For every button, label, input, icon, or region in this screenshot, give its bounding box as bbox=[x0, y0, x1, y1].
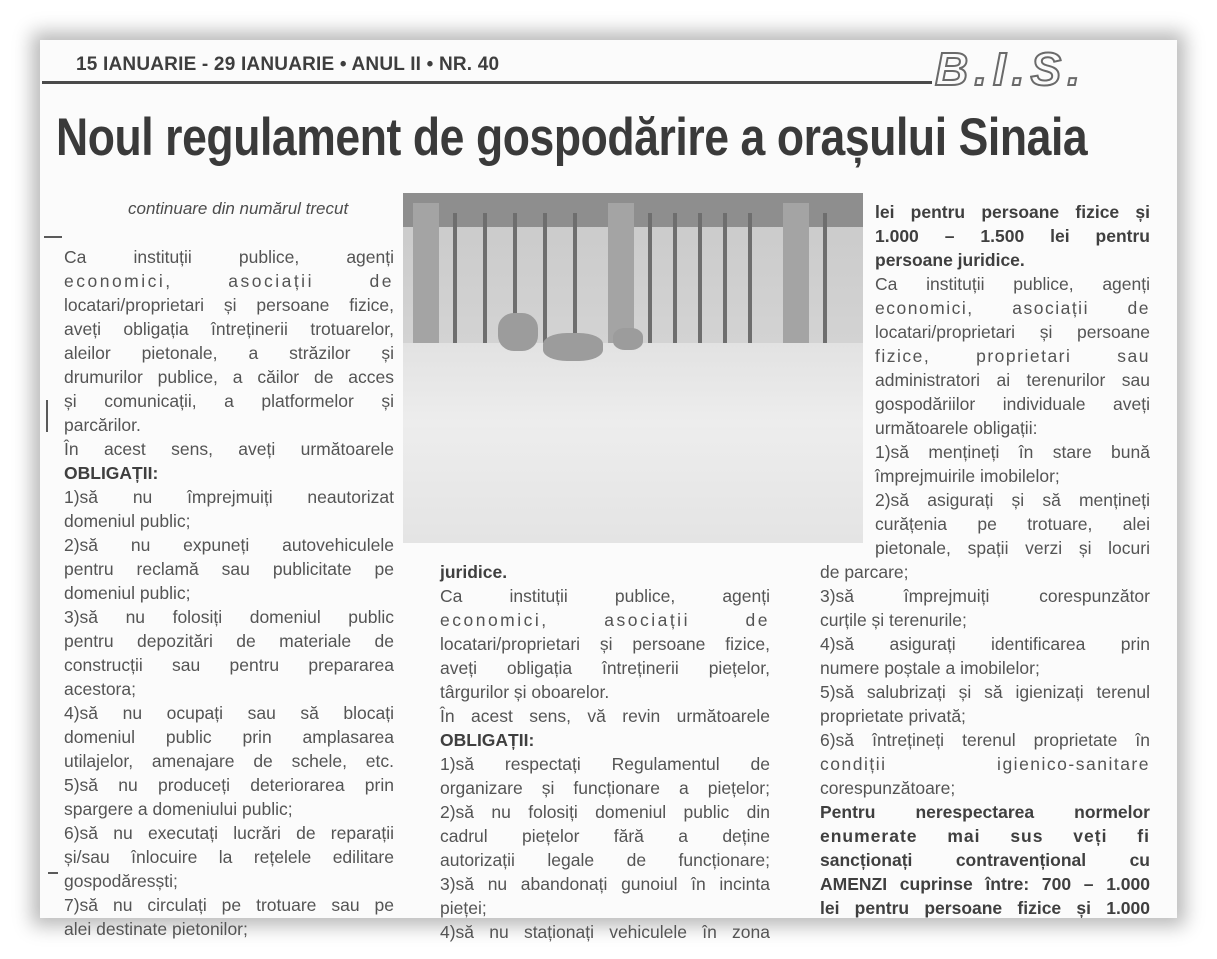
text-line: corespunzătoare; bbox=[820, 778, 956, 798]
column-1 bbox=[64, 245, 394, 941]
obligations-heading: OBLIGAȚII: bbox=[64, 463, 159, 483]
margin-mark bbox=[44, 236, 62, 238]
fine-notice-line: sancționați contravențional cu bbox=[820, 850, 1150, 870]
text-line: aveți obligația întreținerii trotuarelor, bbox=[64, 319, 394, 339]
text-line: construcții sau pentru prepararea bbox=[64, 655, 394, 675]
text-line: 4)să asigurați identificarea prin bbox=[820, 634, 1150, 654]
text-line: Ca instituții publice, agenți bbox=[64, 247, 394, 267]
text-line: pentru depozitări de materiale de bbox=[64, 631, 394, 651]
text-line: pietonale, spații verzi și locuri bbox=[875, 538, 1150, 558]
text-line: economici, asociații de bbox=[440, 610, 770, 630]
text-line: 1)să mențineți în stare bună bbox=[875, 442, 1150, 462]
text-line: 4)să nu staționați vehiculele în zona bbox=[440, 922, 770, 942]
text-line: lei pentru persoane fizice și bbox=[875, 202, 1150, 222]
text-line: economici, asociații de bbox=[64, 271, 394, 291]
text-line: parcărilor. bbox=[64, 415, 141, 435]
fine-notice-line: Pentru nerespectarea normelor bbox=[820, 802, 1150, 822]
text-line: 3)să împrejmuiți corespunzător bbox=[820, 586, 1150, 606]
text-line: și comunicații, a platformelor și bbox=[64, 391, 394, 411]
text-line: aleilor pietonale, a străzilor și bbox=[64, 343, 394, 363]
text-line: cadrul piețelor fără a deține bbox=[440, 826, 770, 846]
text-line: curțile și terenurile; bbox=[820, 610, 967, 630]
text-line: fizice, proprietari sau bbox=[875, 346, 1150, 366]
text-line: locatari/proprietari și persoane bbox=[875, 322, 1150, 342]
text-line: 2)să nu expuneți autovehiculele bbox=[64, 535, 394, 555]
brand-logo: B.I.S. bbox=[935, 43, 1087, 95]
continuation-note: continuare din numărul trecut bbox=[128, 199, 349, 218]
margin-mark bbox=[46, 400, 48, 432]
text-line: juridice. bbox=[440, 562, 508, 582]
text-line: 5)să salubrizați și să igienizați terenul bbox=[820, 682, 1150, 702]
text-line: următoarele obligații: bbox=[875, 418, 1038, 438]
text-line: utilajelor, amenajare de schele, etc. bbox=[64, 751, 394, 771]
text-line: 2)să asigurați și să mențineți bbox=[875, 490, 1150, 510]
text-line: organizare și funcționare a piețelor; bbox=[440, 778, 770, 798]
text-line: 2)să nu folosiți domeniul public din bbox=[440, 802, 770, 822]
text-line: drumurilor publice, a căilor de acces bbox=[64, 367, 394, 387]
text-line: locatari/proprietari și persoane fizice, bbox=[440, 634, 770, 654]
text-line: 6)să întrețineți terenul proprietate în bbox=[820, 730, 1150, 750]
text-line: locatari/proprietari și persoane fizice, bbox=[64, 295, 394, 315]
text-line: 7)să nu circulați pe trotuare sau pe bbox=[64, 895, 394, 915]
text-line: domeniul public; bbox=[64, 511, 191, 531]
text-line: gospodăriilor individuale aveți bbox=[875, 394, 1150, 414]
text-line: împrejmuirile imobilelor; bbox=[875, 466, 1060, 486]
text-line: În acest sens, vă revin următoarele bbox=[440, 706, 770, 726]
issue-line: 15 IANUARIE - 29 IANUARIE • ANUL II • NR. 40 bbox=[76, 54, 500, 75]
text-line: Ca instituții publice, agenți bbox=[875, 274, 1150, 294]
text-line: alei destinate pietonilor; bbox=[64, 919, 248, 939]
text-line: 3)să nu folosiți domeniul public bbox=[64, 607, 394, 627]
text-line: aveți obligația întreținerii piețelor, bbox=[440, 658, 770, 678]
text-line: de parcare; bbox=[820, 562, 909, 582]
fine-notice-line: lei pentru persoane fizice și 1.000 bbox=[820, 898, 1150, 918]
article-title: Noul regulament de gospodărire a orașului Sinaia bbox=[56, 108, 1088, 167]
fine-notice-line: AMENZI cuprinse între: 700 – 1.000 bbox=[820, 874, 1150, 894]
fine-notice-line: enumerate mai sus veți fi bbox=[820, 826, 1150, 846]
column-2 bbox=[440, 560, 770, 944]
text-line: proprietate privată; bbox=[820, 706, 966, 726]
text-line: persoane juridice. bbox=[875, 250, 1025, 270]
newspaper-clipping bbox=[40, 40, 1177, 942]
text-line: 1.000 – 1.500 lei pentru bbox=[875, 226, 1150, 246]
text-line: târgurilor și oboarelor. bbox=[440, 682, 610, 702]
text-line: numere poștale a imobilelor; bbox=[820, 658, 1040, 678]
text-line: domeniul public; bbox=[64, 583, 191, 603]
text-line: curățenia pe trotuare, alei bbox=[875, 514, 1150, 534]
text-line: acestora; bbox=[64, 679, 136, 699]
text-line: În acest sens, aveți următoarele bbox=[64, 439, 394, 459]
text-line: economici, asociații de bbox=[875, 298, 1150, 318]
text-line: 1)să respectați Regulamentul de bbox=[440, 754, 770, 774]
text-line: spargere a domeniului public; bbox=[64, 799, 293, 819]
text-line: pieței; bbox=[440, 898, 487, 918]
text-line: autorizații legale de funcționare; bbox=[440, 850, 770, 870]
text-line: 5)să nu produceți deteriorarea prin bbox=[64, 775, 394, 795]
text-line: administratori ai terenurilor sau bbox=[875, 370, 1150, 390]
text-line: 3)să nu abandonați gunoiul în incinta bbox=[440, 874, 770, 894]
text-line: 4)să nu ocupați sau să blocați bbox=[64, 703, 394, 723]
text-line: pentru reclamă sau publicitate pe bbox=[64, 559, 394, 579]
column-3 bbox=[820, 200, 1150, 920]
text-line: 1)să nu împrejmuiți neautorizat bbox=[64, 487, 394, 507]
text-line: 6)să nu executați lucrări de reparații bbox=[64, 823, 394, 843]
header-rule bbox=[42, 81, 932, 84]
text-line: Ca instituții publice, agenți bbox=[440, 586, 770, 606]
text-line: condiții igienico-sanitare bbox=[820, 754, 1150, 774]
text-line: gospodăresști; bbox=[64, 871, 178, 891]
margin-mark bbox=[48, 872, 58, 874]
obligations-heading: OBLIGAȚII: bbox=[440, 730, 535, 750]
construction-site-photo bbox=[403, 193, 863, 543]
text-line: și/sau înlocuire la rețelele edilitare bbox=[64, 847, 394, 867]
text-line: domeniul public prin amplasarea bbox=[64, 727, 394, 747]
